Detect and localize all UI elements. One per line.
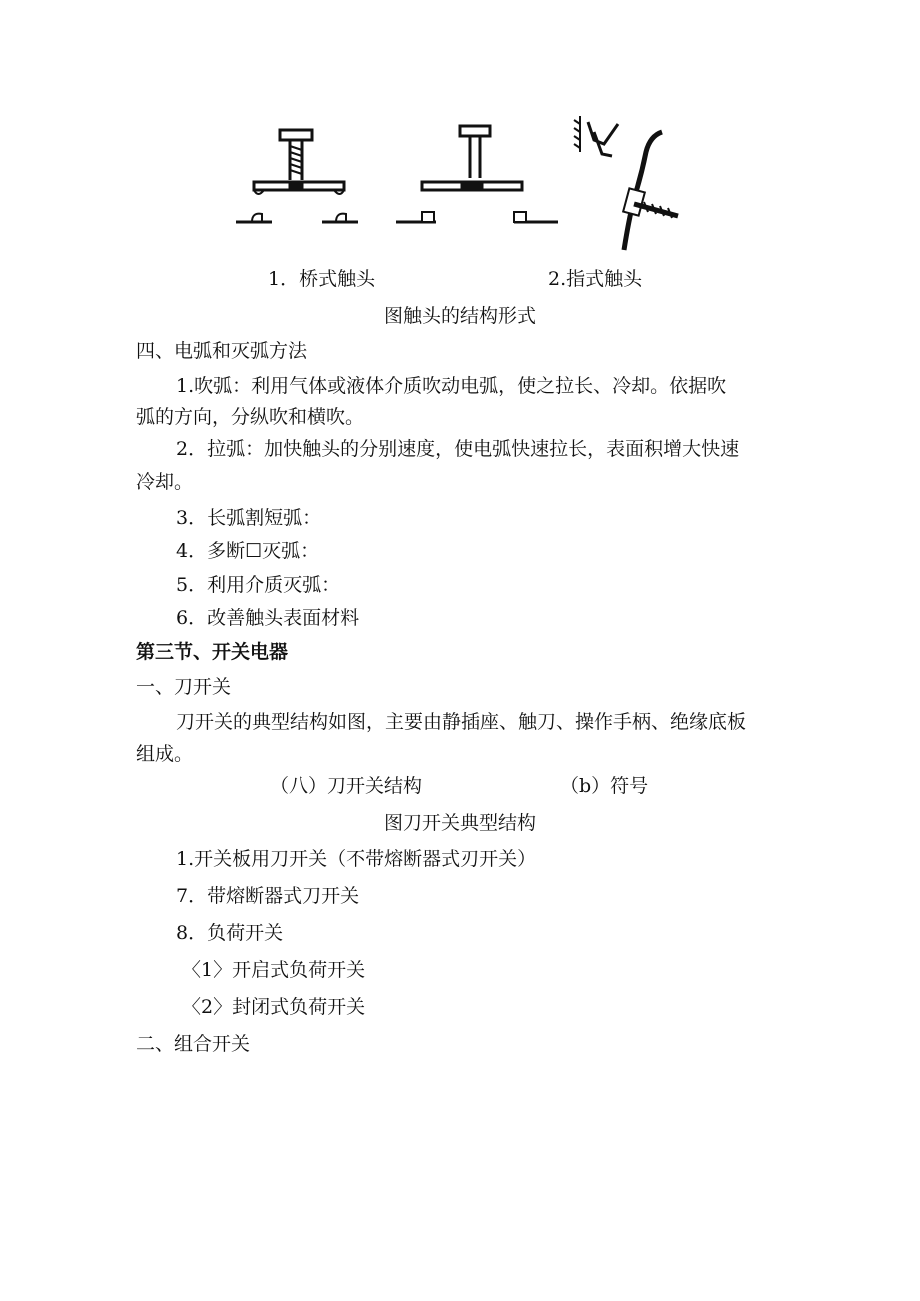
knife-switch-figure-title: 图刀开关典型结构 [383,812,536,834]
item5: 5．利用介质灭弧： [176,574,341,596]
sub-item-open: 〈1〉开启式负荷开关 [182,959,366,981]
item2-line1: 2．拉弧：加快触头的分别速度，使电弧快速拉长，表面积增大快速 [176,438,740,460]
item1-line1: 1.吹弧：利用气体或液体介质吹动电弧，使之拉长、冷却。依据吹 [176,375,727,397]
contact-structure-figure [232,112,688,258]
section3-heading: 第三节、开关电器 [136,641,289,663]
item3: 3．长弧割短弧： [176,507,322,529]
list-item-1: 1.开关板用刀开关（不带熔断器式刃开关） [176,848,537,870]
fig-caption-structure: （八）刀开关结构 [270,775,423,797]
caption-bridge-contact: 1．桥式触头 [268,268,376,290]
section4-heading: 四、电弧和灭弧方法 [136,340,308,362]
knife-switch-para-line2: 组成。 [136,743,194,765]
item4: 4．多断☐灭弧： [176,540,320,562]
contact-diagram [232,112,688,258]
item1-line2: 弧的方向，分纵吹和横吹。 [136,406,365,428]
caption-finger-contact: 2.指式触头 [548,268,643,290]
knife-switch-heading: 一、刀开关 [136,676,232,698]
sub-item-closed: 〈2〉封闭式负荷开关 [182,996,366,1018]
combination-switch-heading: 二、组合开关 [136,1033,251,1055]
knife-switch-para-line1: 刀开关的典型结构如图，主要由静插座、触刀、操作手柄、绝缘底板 [176,711,747,733]
figure1-title: 图触头的结构形式 [383,305,536,327]
item6: 6．改善触头表面材料 [176,607,360,629]
list-item-8: 8．负荷开关 [176,922,284,944]
item2-line2: 冷却。 [136,471,194,493]
list-item-7: 7．带熔断器式刀开关 [176,885,360,907]
fig-caption-symbol: （b）符号 [560,775,649,797]
